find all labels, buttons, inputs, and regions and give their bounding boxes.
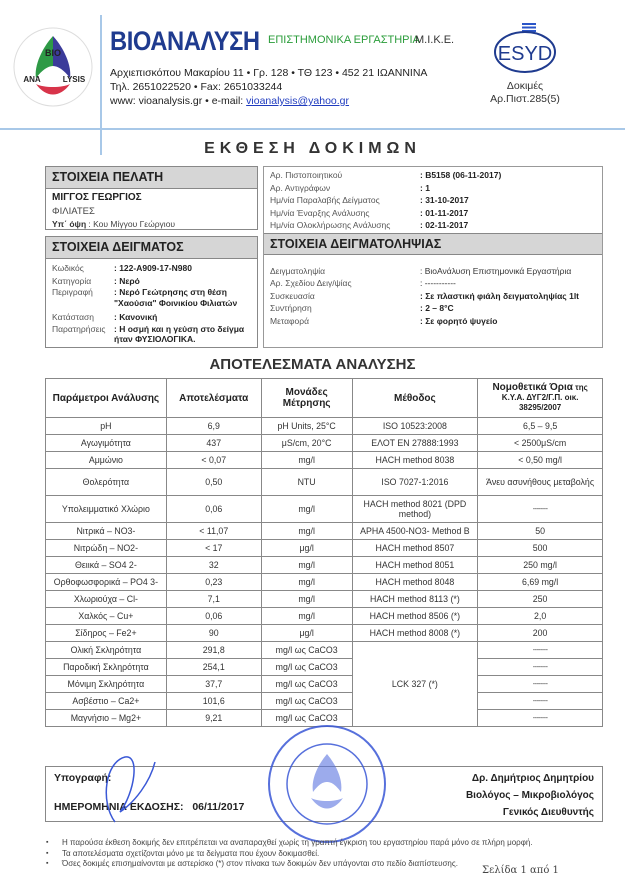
accreditation-info: [470, 80, 580, 106]
cell-limit: 6,69 mg/l: [478, 574, 603, 591]
accreditation-line2: Αρ.Πιστ.285(5): [490, 93, 560, 105]
cell-method: HACH method 8113 (*): [352, 591, 478, 608]
client-heading: ΣΤΟΙΧΕΙΑ ΠΕΛΑΤΗ: [46, 167, 257, 189]
results-table: [45, 378, 603, 727]
cell-limit: 50: [478, 523, 603, 540]
cell-unit: NTU: [261, 469, 352, 496]
cert-row-end: Ημ/νία Ολοκλήρωσης Ανάλυσης : 02-11-2017: [270, 220, 469, 230]
cell-parameter: Σίδηρος – Fe2+: [46, 625, 167, 642]
cell-parameter: Ασβέστιο – Ca2+: [46, 693, 167, 710]
col-parameter: Παράμετροι Ανάλυσης: [46, 379, 167, 418]
col-limit: Νομοθετικά Όρια της Κ.Υ.Α. ΔΥΓ2/Γ.Π. οικ. 38295/2007: [478, 379, 603, 418]
client-city: ΦΙΛΙΑΤΕΣ: [52, 206, 95, 217]
sample-row-remarks: Παρατηρήσεις : Η οσμή και η γεύση στο δείγμα ήταν ΦΥΣΙΟΛΟΓΙΚΑ.: [52, 323, 245, 344]
sampling-row-storage: Συντήρηση : 2 – 8°C: [270, 303, 454, 313]
table-row: [46, 435, 603, 452]
issue-date-value: 06/11/2017: [192, 801, 245, 813]
cell-parameter: Υπολειμματικό Χλώριο: [46, 496, 167, 523]
table-row: [46, 659, 603, 676]
cell-limit: --------: [478, 496, 603, 523]
sample-heading: ΣΤΟΙΧΕΙΑ ΔΕΙΓΜΑΤΟΣ: [46, 237, 257, 259]
document-title: ΕΚΘΕΣΗ ΔΟΚΙΜΩΝ: [204, 140, 421, 157]
cell-limit: --------: [478, 642, 603, 659]
cell-result: 254,1: [166, 659, 261, 676]
results-heading: ΑΠΟΤΕΛΕΣΜΑΤΑ ΑΝΑΛΥΣΗΣ: [209, 356, 416, 373]
footnote-1: ▪ Η παρούσα έκθεση δοκιμής δεν επιτρέπεται να αναπαραχθεί χωρίς τη γραπτή έγκριση του εργαστηρίου παρά μόνο σε πλήρη μορφή.: [62, 838, 533, 849]
cell-limit: --------: [478, 676, 603, 693]
logo-text-ana: ANA: [23, 75, 41, 84]
sample-row-code: Κωδικός : 122-A909-17-N980: [52, 263, 192, 273]
table-row: [46, 523, 603, 540]
cell-parameter: Μόνιμη Σκληρότητα: [46, 676, 167, 693]
cell-result: 0,06: [166, 608, 261, 625]
client-name: ΜΙΓΓΟΣ ΓΕΩΡΓΙΟΣ: [52, 192, 142, 203]
cert-row-copies: Αρ. Αντιγράφων : 1: [270, 182, 430, 193]
cell-method: ΕΛΟΤ EN 27888:1993: [352, 435, 478, 452]
results-header-row: [46, 379, 603, 418]
cell-method: HACH method 8506 (*): [352, 608, 478, 625]
handwritten-signature-stamp: [95, 742, 185, 832]
signer-role: Γενικός Διευθυντής: [502, 807, 594, 818]
cell-result: 437: [166, 435, 261, 452]
cell-parameter: Μαγνήσιο – Mg2+: [46, 710, 167, 727]
footnote-3: ▪ Όσες δοκιμές επισημαίνονται με αστερίσκο (*) στον πίνακα των δοκιμών δεν υπάγονται στο πεδίο διαπίστευσης.: [62, 859, 533, 870]
brand-company-type: Μ.Ι.Κ.Ε.: [415, 34, 455, 46]
issue-date: ΗΜΕΡΟΜΗΝΙΑ ΕΚΔΟΣΗΣ: 06/11/2017: [54, 801, 245, 813]
client-box: [45, 166, 258, 230]
cell-limit: 250: [478, 591, 603, 608]
cell-result: 9,21: [166, 710, 261, 727]
certificate-sampling-box: [263, 166, 603, 348]
esyd-logo-text: ESYD: [497, 43, 553, 65]
cell-result: < 0,07: [166, 452, 261, 469]
col-unit: Μονάδες Μέτρησης: [261, 379, 352, 418]
cell-limit: --------: [478, 710, 603, 727]
sampling-row-packaging: Συσκευασία : Σε πλαστική φιάλη δειγματοληψίας 1lt: [270, 290, 580, 301]
cell-limit: Άνευ ασυνήθους μεταβολής: [478, 469, 603, 496]
cell-limit: 2,0: [478, 608, 603, 625]
cell-parameter: Αγωγιμότητα: [46, 435, 167, 452]
table-row: [46, 496, 603, 523]
bioanalysis-logo: [12, 26, 94, 108]
cell-method: APHA 4500-NO3- Method B: [352, 523, 478, 540]
sample-row-category: Κατηγορία : Νερό: [52, 275, 140, 286]
col-method: Μέθοδος: [352, 379, 478, 418]
address: Αρχιεπισκόπου Μακαρίου 11 • Γρ. 128 • ΤΘ 123 • 452 21 ΙΩΑΝΝΙΝΑ: [110, 67, 428, 79]
cell-result: < 17: [166, 540, 261, 557]
cell-parameter: Νιτρώδη – NO2-: [46, 540, 167, 557]
table-row: [46, 452, 603, 469]
cell-result: 0,23: [166, 574, 261, 591]
cell-unit: mg/l ως CaCO3: [261, 642, 352, 659]
brand-name: ΒΙΟΑΝΑΛΥΣΗ: [110, 26, 260, 56]
signature-label: Υπογραφή:: [54, 772, 112, 784]
cell-unit: mg/l ως CaCO3: [261, 659, 352, 676]
header-divider-horizontal: [0, 128, 625, 130]
attention-value: : Κου Μίγγου Γεώργιου: [88, 219, 176, 229]
table-row: [46, 557, 603, 574]
cell-method: HACH method 8008 (*): [352, 625, 478, 642]
cell-parameter: Ορθοφωσφορικά – PO4 3-: [46, 574, 167, 591]
sample-row-condition: Κατάσταση : Κανονική: [52, 312, 158, 322]
cell-unit: μg/l: [261, 540, 352, 557]
sampling-heading: ΣΤΟΙΧΕΙΑ ΔΕΙΓΜΑΤΟΛΗΨΙΑΣ: [264, 233, 602, 255]
cell-parameter: Χλωριούχα – Cl-: [46, 591, 167, 608]
sampling-row-plan: Αρ. Σχεδίου Δειγ/ψίας : -----------: [270, 278, 456, 288]
phone-fax: Τηλ. 2651022520 • Fax: 2651033244: [110, 81, 283, 93]
cell-parameter: Παροδική Σκληρότητα: [46, 659, 167, 676]
cell-unit: mg/l: [261, 523, 352, 540]
table-row: [46, 469, 603, 496]
website: www: vioanalysis.gr • e-mail:: [110, 95, 247, 107]
page-number: Σελίδα 1 από 1: [482, 865, 559, 876]
certificate-details: [264, 167, 602, 232]
email-link[interactable]: vioanalysis@yahoo.gr: [246, 95, 350, 107]
cell-unit: mg/l ως CaCO3: [261, 676, 352, 693]
cell-method: ISO 7027-1:2016: [352, 469, 478, 496]
signer-title: Βιολόγος – Μικροβιολόγος: [465, 790, 594, 801]
sample-row-description: Περιγραφή : Νερό Γεώτρησης στη θέση "Χαούσια" Φοινικίου Φιλιατών: [52, 287, 238, 308]
sampling-details: [264, 255, 602, 328]
cell-unit: μS/cm, 20°C: [261, 435, 352, 452]
header-divider-vertical: [100, 15, 102, 155]
cell-result: 0,06: [166, 496, 261, 523]
cell-result: 90: [166, 625, 261, 642]
cell-method: HACH method 8507: [352, 540, 478, 557]
table-row: [46, 693, 603, 710]
brand-subtitle: ΕΠΙΣΤΗΜΟΝΙΚΑ ΕΡΓΑΣΤΗΡΙΑ: [268, 34, 420, 46]
cell-method: HACH method 8048: [352, 574, 478, 591]
contact-info: [110, 66, 427, 108]
cell-unit: mg/l: [261, 608, 352, 625]
cell-limit: --------: [478, 693, 603, 710]
cell-unit: mg/l ως CaCO3: [261, 693, 352, 710]
cell-limit: 6,5 – 9,5: [478, 418, 603, 435]
footnote-2: ▪ Τα αποτελέσματα σχετίζονται μόνο με τα δείγματα που έχουν δοκιμασθεί.: [62, 849, 533, 860]
cell-unit: mg/l: [261, 496, 352, 523]
cell-unit: mg/l: [261, 452, 352, 469]
cell-method: HACH method 8038: [352, 452, 478, 469]
table-row: [46, 418, 603, 435]
table-row: [46, 642, 603, 659]
signer-name: Δρ. Δημήτριος Δημητρίου: [471, 773, 594, 784]
cell-result: 7,1: [166, 591, 261, 608]
cell-limit: 500: [478, 540, 603, 557]
cell-unit: mg/l ως CaCO3: [261, 710, 352, 727]
cell-result: < 11,07: [166, 523, 261, 540]
table-row: [46, 574, 603, 591]
cell-parameter: Χαλκός – Cu+: [46, 608, 167, 625]
cell-parameter: Ολική Σκληρότητα: [46, 642, 167, 659]
cert-row-start: Ημ/νία Έναρξης Ανάλυσης : 01-11-2017: [270, 207, 469, 218]
cert-row-received: Ημ/νία Παραλαβής Δείγματος : 31-10-2017: [270, 195, 469, 205]
table-row: [46, 676, 603, 693]
cell-limit: 250 mg/l: [478, 557, 603, 574]
cell-result: 6,9: [166, 418, 261, 435]
cell-parameter: pH: [46, 418, 167, 435]
cell-result: 0,50: [166, 469, 261, 496]
cell-parameter: Νιτρικά – NO3-: [46, 523, 167, 540]
cell-result: 101,6: [166, 693, 261, 710]
cell-limit: < 2500μS/cm: [478, 435, 603, 452]
cell-unit: μg/l: [261, 625, 352, 642]
esyd-accreditation-logo: [490, 22, 560, 76]
logo-text-lysis: LYSIS: [62, 75, 86, 84]
cell-method: HACH method 8021 (DPD method): [352, 496, 478, 523]
col-result: Αποτελέσματα: [166, 379, 261, 418]
sample-details: [46, 259, 257, 345]
cell-parameter: Θειικά – SO4 2-: [46, 557, 167, 574]
cell-method: LCK 327 (*): [352, 642, 478, 727]
cell-method: HACH method 8051: [352, 557, 478, 574]
table-row: [46, 540, 603, 557]
cell-parameter: Θολερότητα: [46, 469, 167, 496]
cell-limit: 200: [478, 625, 603, 642]
table-row: [46, 625, 603, 642]
cell-result: 291,8: [166, 642, 261, 659]
logo-text-bio: BIO: [44, 48, 62, 58]
cell-method: ISO 10523:2008: [352, 418, 478, 435]
accreditation-line1: Δοκιμές: [506, 80, 544, 92]
sample-box: [45, 236, 258, 348]
cell-parameter: Αμμώνιο: [46, 452, 167, 469]
brand-block: [110, 26, 455, 60]
cell-unit: mg/l: [261, 557, 352, 574]
attention-label: Υπ΄ όψη: [52, 219, 87, 229]
web-email-line: [110, 94, 427, 108]
footnotes: [62, 838, 533, 870]
table-row: [46, 608, 603, 625]
signer-block: [466, 770, 594, 821]
sampling-row-by: Δειγματοληψία : ΒιοΑνάλυση Επιστημονικά Εργαστήρια: [270, 265, 572, 276]
cell-unit: mg/l: [261, 591, 352, 608]
cell-unit: pH Units, 25°C: [261, 418, 352, 435]
table-row: [46, 591, 603, 608]
cell-result: 37,7: [166, 676, 261, 693]
sampling-row-transport: Μεταφορά : Σε φορητό ψυγείο: [270, 315, 498, 326]
cell-unit: mg/l: [261, 574, 352, 591]
client-attention: [46, 217, 257, 230]
cert-row-number: Αρ. Πιστοποιητικού : B5158 (06-11-2017): [270, 170, 502, 180]
cell-result: 32: [166, 557, 261, 574]
company-stamp: [265, 722, 390, 847]
cell-limit: --------: [478, 659, 603, 676]
cell-limit: < 0,50 mg/l: [478, 452, 603, 469]
